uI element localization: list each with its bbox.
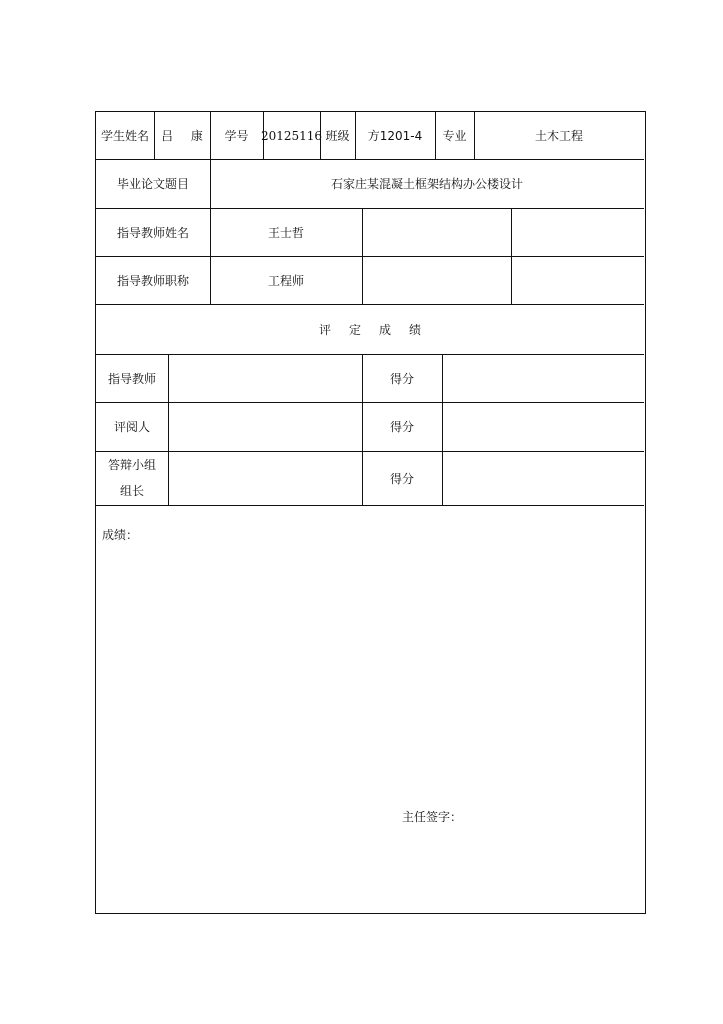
reviewer-score-title: 得分 xyxy=(389,420,414,434)
defense-leader-label-line1: 答辩小组 xyxy=(107,458,156,472)
student-name-label: 学生姓名 xyxy=(100,129,149,143)
defense-score-title: 得分 xyxy=(389,471,414,486)
advisor-name-label: 指导教师姓名 xyxy=(116,225,189,240)
advisor-score-label: 指导教师 xyxy=(107,371,156,386)
advisor-score-title: 得分 xyxy=(389,371,414,386)
advisor-title-label: 指导教师职称 xyxy=(116,273,189,288)
advisor-title-value: 工程师 xyxy=(267,273,304,288)
student-id-label: 学号 xyxy=(224,129,249,143)
defense-leader-label xyxy=(96,451,168,505)
defense-leader-label-line2: 组长 xyxy=(119,484,144,498)
grade-label: 成绩： xyxy=(102,527,139,542)
thesis-title-label: 毕业论文题目 xyxy=(116,177,189,191)
advisor-name-value: 王士哲 xyxy=(267,225,304,240)
thesis-title-value: 石家庄某混凝土框架结构办公楼设计 xyxy=(330,177,523,191)
evaluation-form xyxy=(95,111,646,914)
student-name-value: 吕 康 xyxy=(161,129,203,143)
evaluation-heading: 评定成绩 xyxy=(318,322,439,337)
student-id-value: 20125116 xyxy=(260,128,323,143)
col-divider xyxy=(168,354,169,505)
major-label: 专业 xyxy=(442,129,467,143)
col-divider xyxy=(442,354,443,505)
col-divider xyxy=(362,208,363,304)
major-value: 土木工程 xyxy=(534,129,583,143)
row-divider xyxy=(96,505,644,506)
class-value: 方1201-4 xyxy=(367,129,423,143)
reviewer-score-label: 评阅人 xyxy=(113,420,150,434)
director-signature-label: 主任签字： xyxy=(402,809,463,824)
class-label: 班级 xyxy=(325,129,350,143)
col-divider xyxy=(511,208,512,304)
